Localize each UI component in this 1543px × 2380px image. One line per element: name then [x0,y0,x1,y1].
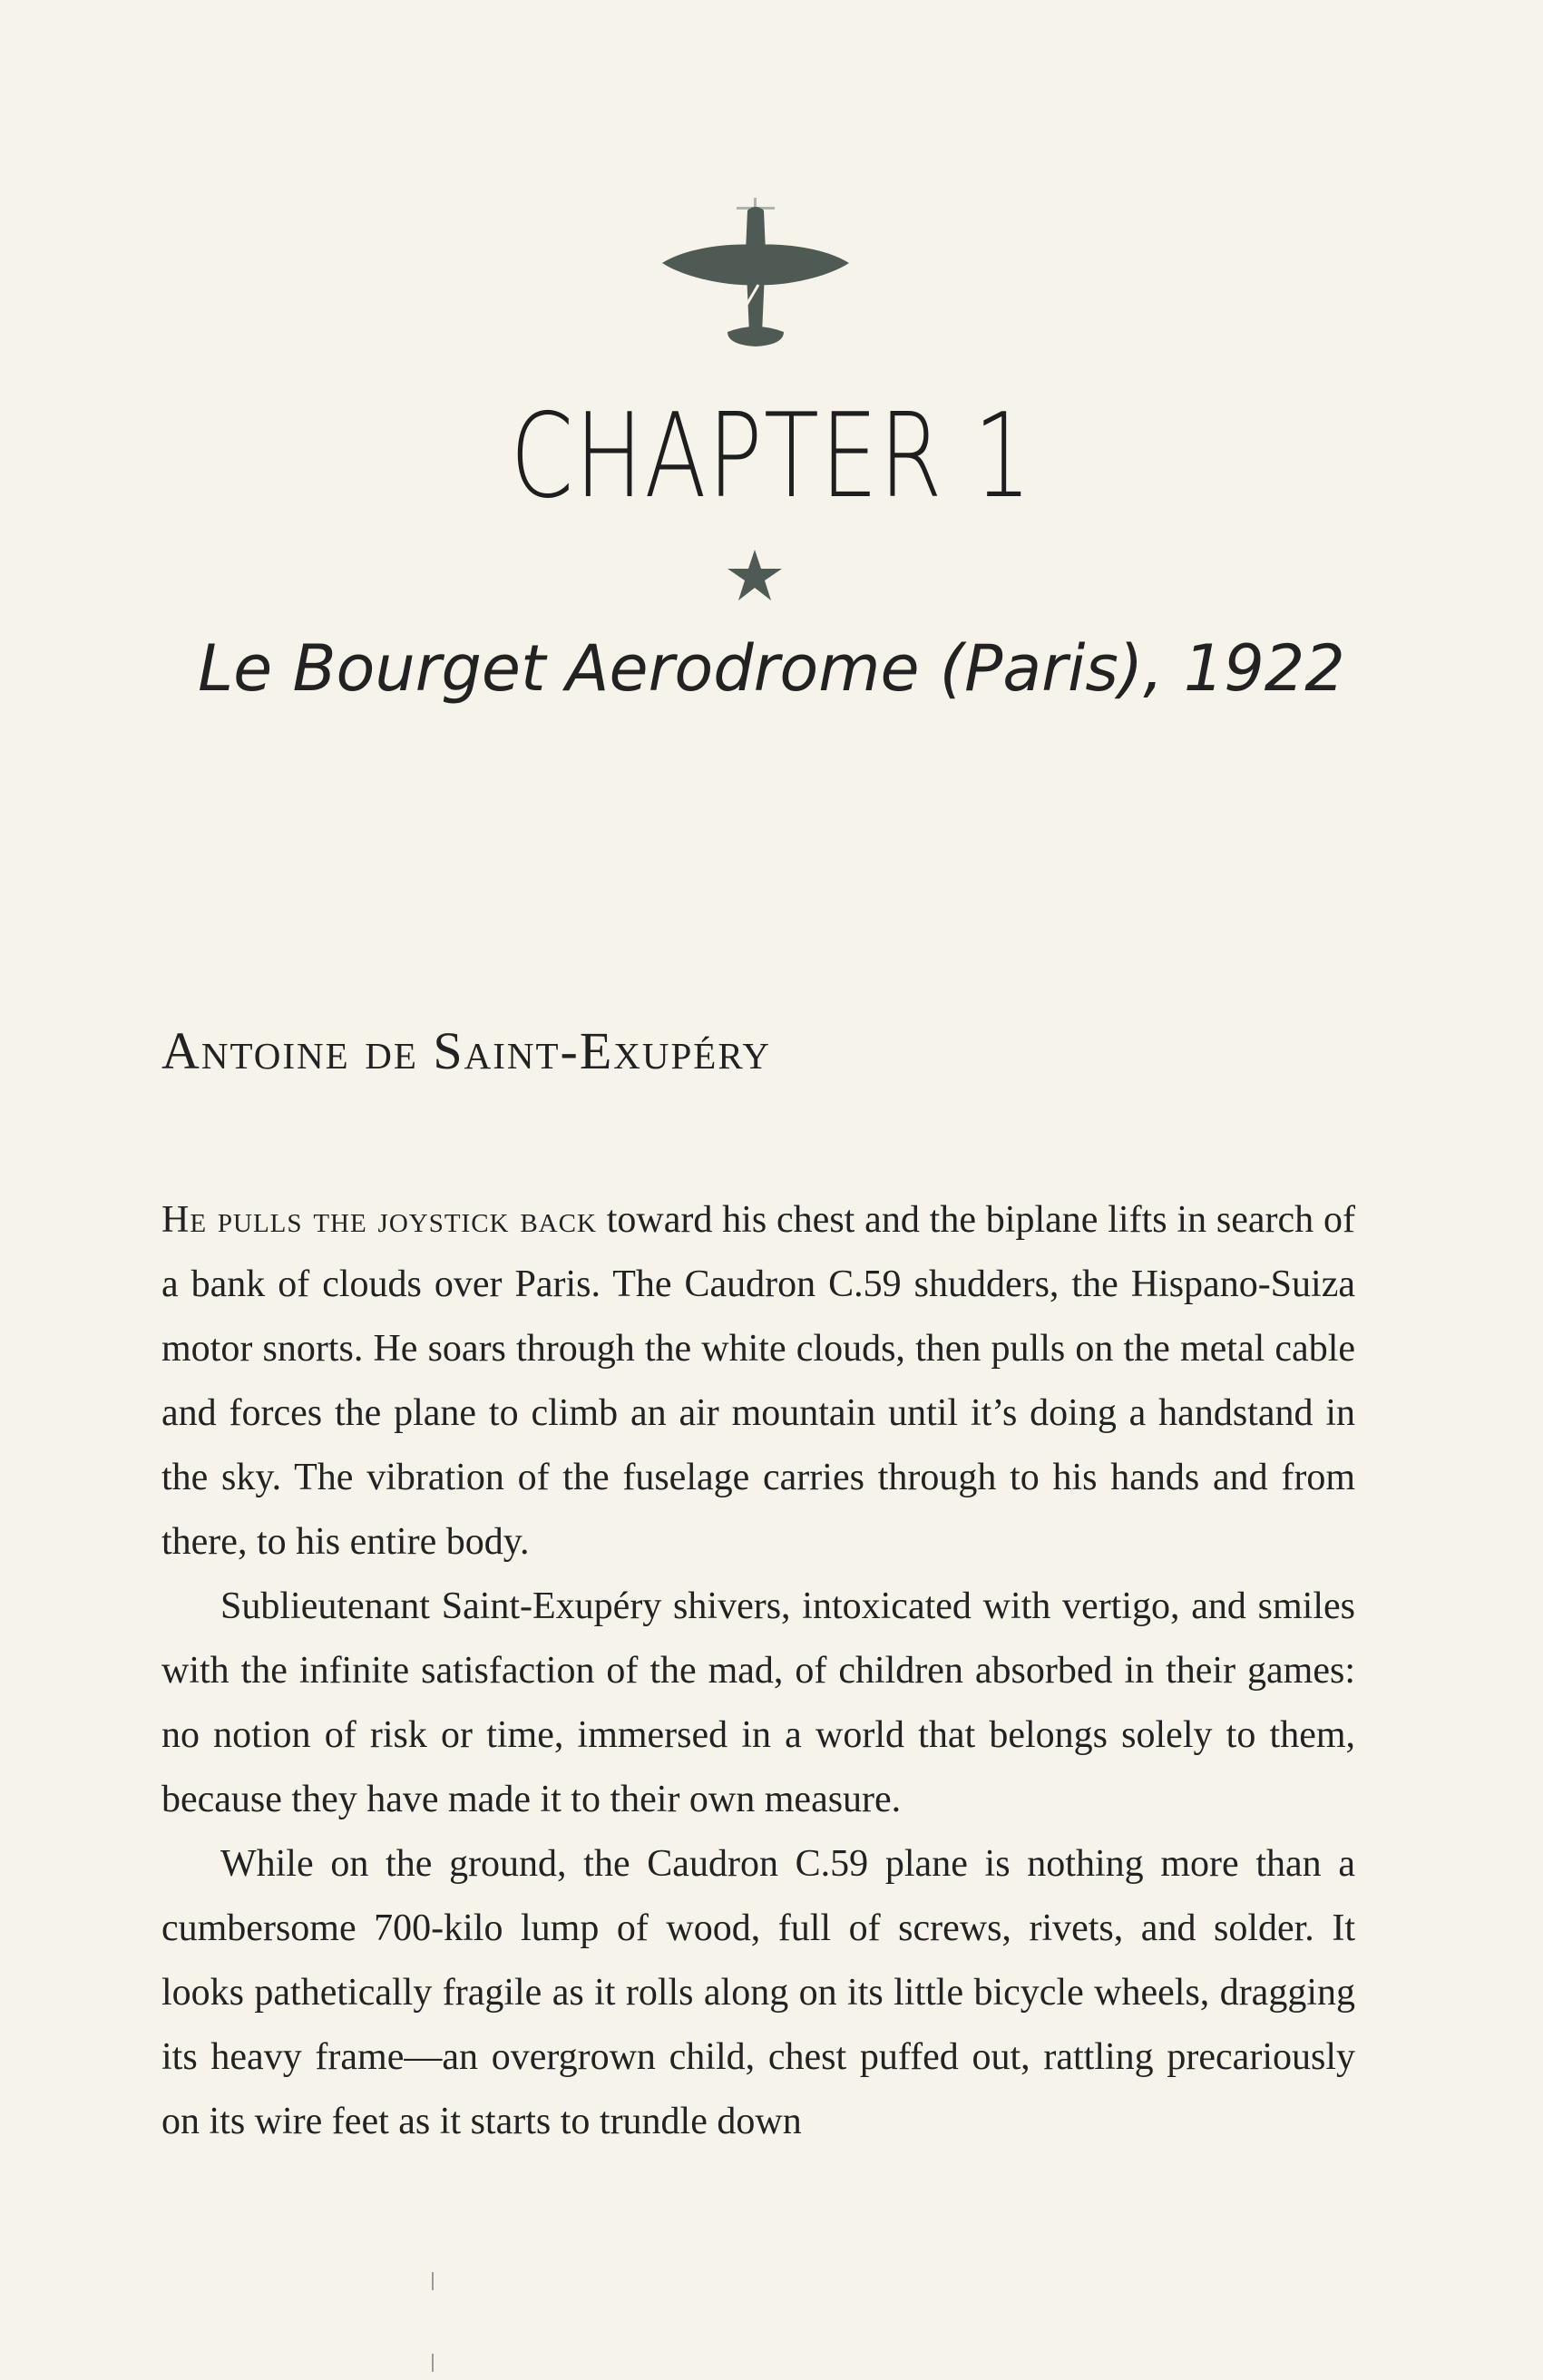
chapter-title: CHAPTER 1 [510,389,1033,524]
paragraph-text: toward his chest and the biplane lifts in search of a bank of clouds over Paris. The Caudron C.59 shudders, the Hispano-Suiza motor snorts. He soars through the white clouds, then pulls on the metal cable and forces the plane to climb an air mountain until it’s doing a handstand in the sky. The vibration of the fuselage carries through to his hands and from there, to his entire body. [161,1199,1355,1563]
paragraph: While on the ground, the Caudron C.59 plane is nothing more than a cumbersome 700-kilo lump of wood, full of screws, rivets, and solder. It looks pathetically fragile as it rolls along on its little bicycle wheels, dragging its heavy frame—an overgrown child, chest puffed out, rattling precariously on its wire feet as it starts to trundle down [161,1843,1355,2142]
lead-in: He pulls the joystick back [161,1199,597,1241]
section-heading: Antoine de Saint-Exupéry [161,1021,772,1080]
star-icon [726,548,784,602]
scan-mark [432,2272,434,2290]
paragraph: Sublieutenant Saint-Exupéry shivers, intoxicated with vertigo, and smiles with the infinite satisfaction of the mad, of children absorbed in their games: no notion of risk or time, immersed in a world that belongs solely to them, because they have made it to their own measure. [161,1585,1355,1820]
paragraph [161,1188,1355,1575]
chapter-subtitle: Le Bourget Aerodrome (Paris), 1922 [198,631,1345,706]
scan-mark [432,2354,434,2372]
body-text [161,1188,1355,2154]
airplane-icon [660,198,851,354]
